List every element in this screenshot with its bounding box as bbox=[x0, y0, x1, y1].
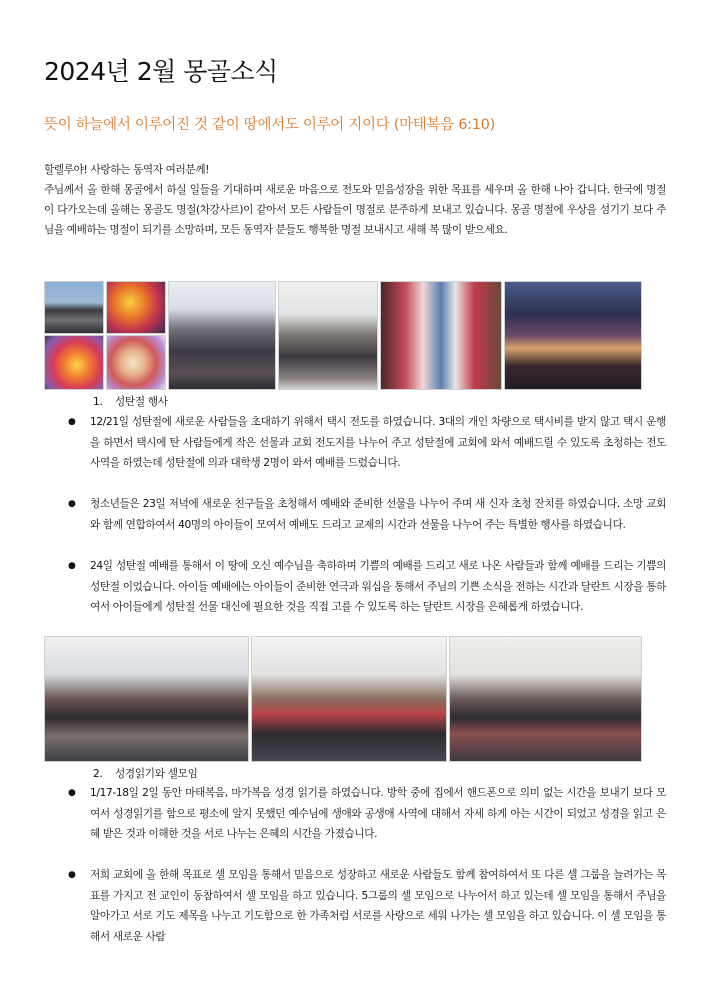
photo-gift-bags-1 bbox=[106, 281, 166, 334]
section-2-number: 2. bbox=[93, 768, 103, 780]
greeting-line: 할렐루야! 사랑하는 동역자 여러분께! bbox=[44, 164, 210, 176]
photo-reading-1 bbox=[44, 636, 249, 762]
page-title: 2024년 2월 몽골소식 bbox=[44, 57, 278, 86]
bullet-icon: ● bbox=[68, 499, 76, 509]
bullet-text: 24일 성탄절 예배를 통해서 이 땅에 오신 예수님을 축하하며 기쁨의 예배를 드리고 새로 나온 사람들과 함께 예배를 드리는 기쁨의 성탄절 이었습니다. 아이들 예배에는 아이들이 준비한 연극과 워십을 통해서 주님의 기쁜 소식을 전하는 시간과 달란트 시장을 통하여서 아이들에게 성탄절 선물 대신에 필요한 것을 직접 고를 수 있도록 하는 달란트 시장을 은혜롭게 하였습니다. bbox=[90, 560, 666, 613]
photo-gift-bags-3 bbox=[106, 335, 166, 390]
bullet-text: 청소년들은 23일 저녁에 새로운 친구들을 초청해서 예배와 준비한 선물을 나누어 주며 새 신자 초청 잔치를 하였습니다. 소망 교회와 함께 연합하여서 40명의 아이들이 모여서 예배도 드리고 교제의 시간과 선물을 나누어 주는 특별한 행사를 하였습니다. bbox=[90, 498, 666, 531]
bullet-text: 12/21일 성탄절에 새로운 사람들을 초대하기 위해서 택시 전도를 하였습니다. 3대의 개인 차량으로 택시비를 받지 않고 택시 운행을 하면서 택시에 탄 사람들에게 작은 선물과 교회 전도지를 나누어 주고 성탄절에 교회에 와서 예배드릴 수 있도록 초청하는 전도 사역을 하였는데 성탄절에 의과 대학생 2명이 와서 예배를 드렸습니다. bbox=[90, 416, 666, 469]
photo-reading-3 bbox=[449, 636, 642, 762]
bullet-item bbox=[68, 865, 666, 947]
bullet-text: 1/17-18일 2일 동안 마태복음, 마가복음 성경 읽기를 하였습니다. 방학 중에 집에서 핸드폰으로 의미 없는 시간을 보내기 보다 모여서 성경읽기를 함으로 평소에 알지 못했던 예수님에 생애와 공생애 사역에 대해서 자세 하게 아는 시간이 되었고 성경을 읽고 은혜 받은 것과 이해한 것을 서로 나누는 은혜의 시간을 가졌습니다. bbox=[90, 787, 666, 840]
intro-paragraph: 주님께서 올 한해 몽골에서 하실 일들을 기대하며 새로운 마음으로 전도와 믿음성장을 위한 목표를 세우며 올 한해 나아 갑니다. 한국에 명절이 다가오는데 올해는 몽골도 명절(차강사르)이 같아서 모든 사람들이 명절로 분주하게 보내고 있습니다. 몽골 명절에 우상을 섬기기 보다 주님을 예배하는 명절이 되기를 소망하며, 모든 동역자 분들도 행복한 명절 보내시고 새해 복 많이 받으세요. bbox=[44, 184, 666, 236]
section-2-title: 성경읽기와 셀모임 bbox=[115, 768, 198, 780]
section-1-number: 1. bbox=[93, 396, 103, 408]
bullet-item bbox=[68, 412, 666, 474]
intro-block bbox=[44, 160, 666, 240]
photo-taxi-car bbox=[44, 281, 104, 334]
scripture-subtitle: 뜻이 하늘에서 이루어진 것 같이 땅에서도 이루어 지이다 (마태복음 6:10) bbox=[44, 117, 495, 133]
bullet-item bbox=[68, 783, 666, 845]
photo-group bbox=[278, 281, 378, 390]
bullet-item bbox=[68, 556, 666, 618]
section-1-heading bbox=[93, 394, 168, 409]
section-2-heading bbox=[93, 766, 198, 781]
photo-youth-party bbox=[168, 281, 276, 390]
photo-stage-play bbox=[504, 281, 642, 390]
bullet-text: 저희 교회에 올 한해 목표로 셀 모임을 통해서 믿음으로 성장하고 새로운 사람들도 함께 참여하여서 또 다른 셀 그룹을 늘려가는 목표를 가지고 전 교인이 동참하여서 셀 모임을 하고 있습니다. 5그룹의 셀 모임으로 나누어서 하고 있는데 셀 모임을 통해서 주님을 알아가고 서로 기도 제목을 나누고 기도함으로 한 가족처럼 서로를 사랑으로 세워 나가는 셀 모임을 하고 있습니다. 이 셀 모임을 통해서 새로운 사람 bbox=[90, 869, 666, 943]
bullet-icon: ● bbox=[68, 788, 76, 798]
photo-kids-costume bbox=[380, 281, 502, 390]
photo-reading-2 bbox=[251, 636, 447, 762]
section-1-title: 성탄절 행사 bbox=[115, 396, 168, 408]
photo-gift-bags-2 bbox=[44, 335, 104, 390]
bullet-icon: ● bbox=[68, 561, 76, 571]
bullet-icon: ● bbox=[68, 417, 76, 427]
bullet-item bbox=[68, 494, 666, 535]
bullet-icon: ● bbox=[68, 870, 76, 880]
